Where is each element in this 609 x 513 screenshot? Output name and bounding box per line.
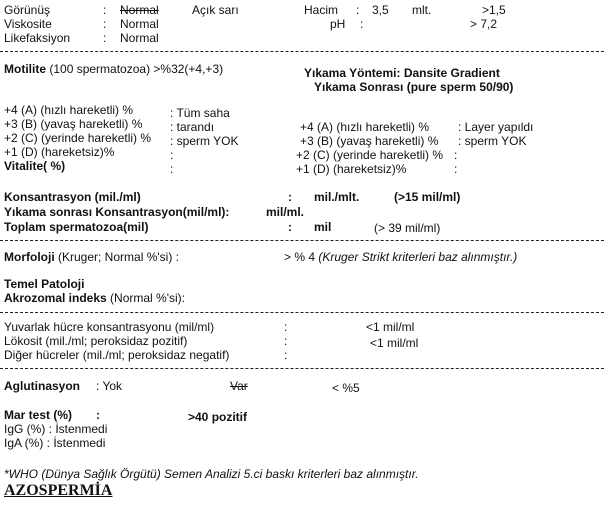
motility-row: +1 (D) (hareketsiz)% [4, 145, 115, 159]
morfoloji-value [284, 250, 517, 264]
mar-test-label: Mar test (%) [4, 408, 73, 422]
vitalite-colon: : [170, 162, 174, 176]
cell-row-label: Yuvarlak hücre konsantrasyonu (mil/ml) [4, 320, 215, 334]
viskosite-colon: : [103, 17, 107, 31]
temel-patoloji-label: Temel Patoloji [4, 277, 85, 291]
morfoloji-label-rest: (Kruger; Normal %'si) : [58, 250, 179, 264]
divider [0, 240, 604, 241]
cell-row-value: <1 mil/ml [366, 320, 415, 334]
gorunus-label: Görünüş [4, 3, 51, 17]
iga-row: IgA (%) : İstenmedi [4, 436, 106, 450]
likefaksiyon-colon: : [103, 31, 107, 45]
cell-row-colon: : [284, 348, 288, 362]
toplam-unit: mil [314, 220, 332, 234]
post-wash-value: : Layer yapıldı [458, 120, 534, 134]
hacim-label: Hacim [304, 3, 339, 17]
toplam-spermatozoa-label: Toplam spermatozoa(mil) [4, 220, 149, 234]
aglutinasyon-ref: < %5 [332, 381, 360, 395]
likefaksiyon-label: Likefaksiyon [4, 31, 71, 45]
who-footnote: *WHO (Dünya Sağlık Örgütü) Semen Analizi 5.ci baskı kriterleri baz alınmıştır. [4, 467, 419, 481]
post-wash-value: : [454, 148, 458, 162]
mar-test-colon: : [96, 408, 100, 422]
akrozomal-label-rest: (Normal %'si): [110, 291, 186, 305]
cell-row-label: Lökosit (mil./ml; peroksidaz pozitif) [4, 334, 188, 348]
igg-row: IgG (%) : İstenmedi [4, 422, 108, 436]
motility-value: : [170, 148, 174, 162]
post-wash-title: Yıkama Sonrası (pure sperm 50/90) [314, 80, 514, 94]
yikama-konsantrasyon-label: Yıkama sonrası Konsantrasyon(mil/ml): [4, 205, 230, 219]
cell-row-colon: : [284, 320, 288, 334]
toplam-ref: (> 39 mil/ml) [374, 221, 441, 235]
morfoloji-note: (Kruger Strikt kriterleri baz alınmıştır.) [318, 250, 518, 264]
viskosite-value: Normal [120, 17, 159, 31]
toplam-colon: : [288, 220, 292, 234]
hacim-unit: mlt. [412, 3, 432, 17]
cell-row-label: Diğer hücreler (mil./ml; peroksidaz negatif) [4, 348, 230, 362]
mar-test-value: >40 pozitif [188, 410, 248, 424]
divider [0, 368, 604, 369]
motility-value: : sperm YOK [170, 134, 239, 148]
ph-ref: > 7,2 [470, 17, 498, 31]
motility-row: +3 (B) (yavaş hareketli) % [4, 117, 143, 131]
post-wash-row: +1 (D) (hareketsiz)% [296, 162, 407, 176]
aglutinasyon-label: Aglutinasyon [4, 379, 81, 393]
konsantrasyon-ref: (>15 mil/ml) [394, 190, 461, 204]
ph-label: pH [330, 17, 346, 31]
motility-row: +2 (C) (yerinde hareketli) % [4, 131, 152, 145]
cell-row-value: <1 mil/ml [370, 336, 419, 350]
wash-method-title: Yıkama Yöntemi: Dansite Gradient [304, 66, 500, 80]
result-azospermia: AZOSPERMİA [4, 482, 113, 499]
morfoloji-value-text: > % 4 [284, 250, 316, 264]
motilite-label-bold: Motilite [4, 62, 46, 76]
motility-value: : tarandı [170, 120, 215, 134]
motility-row: +4 (A) (hızlı hareketli) % [4, 103, 134, 117]
akrozomal-label-bold: Akrozomal indeks [4, 291, 107, 305]
konsantrasyon-label: Konsantrasyon (mil./ml) [4, 190, 141, 204]
morfoloji-label-bold: Morfoloji [4, 250, 55, 264]
divider [0, 51, 604, 52]
post-wash-row: +3 (B) (yavaş hareketli) % [300, 134, 439, 148]
likefaksiyon-value: Normal [120, 31, 159, 45]
motilite-label [4, 62, 223, 76]
cell-row-colon: : [284, 334, 288, 348]
post-wash-row: +2 (C) (yerinde hareketli) % [296, 148, 444, 162]
post-wash-row: +4 (A) (hızlı hareketli) % [300, 120, 430, 134]
hacim-ref: >1,5 [482, 3, 506, 17]
divider [0, 312, 604, 313]
post-wash-value: : sperm YOK [458, 134, 527, 148]
gorunus-value: Açık sarı [192, 3, 239, 17]
ph-colon: : [360, 17, 364, 31]
morfoloji-label [4, 250, 179, 264]
viskosite-label: Viskosite [4, 17, 52, 31]
gorunus-colon: : [103, 3, 107, 17]
aglutinasyon-struck: Var [230, 379, 248, 393]
motility-value: : Tüm saha [170, 106, 230, 120]
post-wash-value: : [454, 162, 458, 176]
aglutinasyon-value: : Yok [96, 379, 123, 393]
konsantrasyon-colon: : [288, 190, 292, 204]
motilite-label-rest: (100 spermatozoa) >%32(+4,+3) [49, 62, 224, 76]
gorunus-struck-value: Normal [120, 3, 159, 17]
konsantrasyon-unit: mil./mlt. [314, 190, 360, 204]
vitalite-label: Vitalite( %) [4, 159, 66, 173]
hacim-value: 3,5 [372, 3, 389, 17]
yikama-konsantrasyon-unit: mil/ml. [266, 205, 305, 219]
akrozomal-label [4, 291, 185, 305]
hacim-colon: : [356, 3, 360, 17]
